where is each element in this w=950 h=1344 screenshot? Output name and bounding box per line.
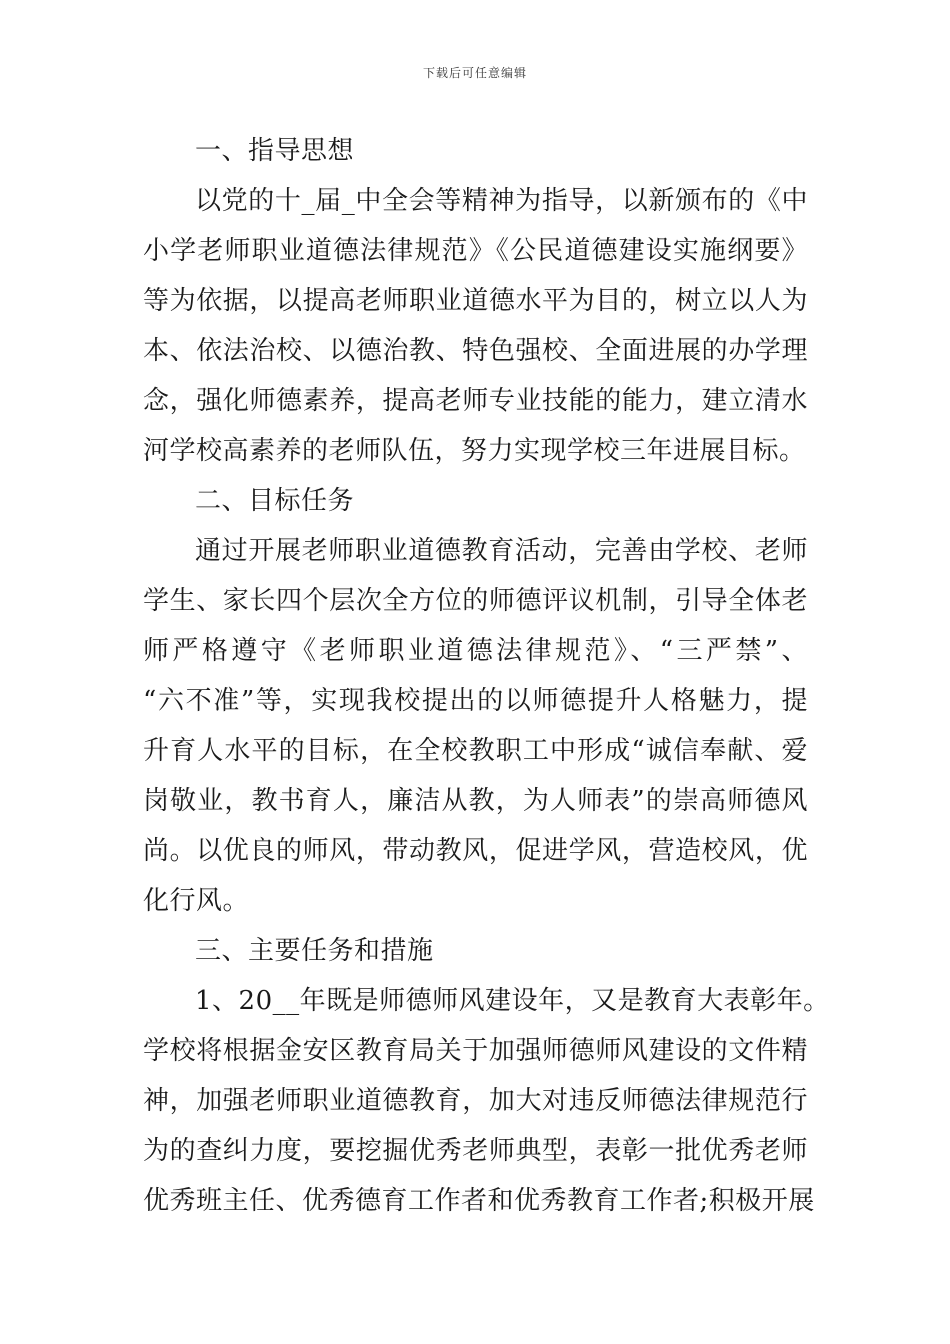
section-heading: 三、主要任务和措施 xyxy=(195,936,434,966)
paragraph-line: 为的查纠力度，要挖掘优秀老师典型，表彰一批优秀老师 xyxy=(143,1136,808,1166)
paragraph-line: 学校将根据金安区教育局关于加强师德师风建设的文件精 xyxy=(143,1036,808,1066)
paragraph xyxy=(143,526,808,926)
paragraph-line: 1、20__年既是师德师风建设年，又是教育大表彰年。 xyxy=(195,986,830,1016)
paragraph-line: 通过开展老师职业道德教育活动，完善由学校、老师 xyxy=(195,536,808,566)
paragraph-line: 升育人水平的目标，在全校教职工中形成“诚信奉献、爱 xyxy=(143,736,808,766)
section-main-tasks-measures xyxy=(143,926,830,1226)
paragraph-line: 神，加强老师职业道德教育，加大对违反师德法律规范行 xyxy=(143,1086,808,1116)
paragraph-line: 本、依法治校、以德治教、特色强校、全面进展的办学理 xyxy=(143,336,808,366)
section-heading: 一、指导思想 xyxy=(195,136,355,166)
paragraph-line: 尚。以优良的师风，带动教风，促进学风，营造校风，优 xyxy=(143,836,808,866)
section-heading: 二、目标任务 xyxy=(195,486,355,516)
page-header: 下载后可任意编辑 xyxy=(422,66,527,80)
section-guiding-thought xyxy=(143,126,808,476)
paragraph-line: 念，强化师德素养，提高老师专业技能的能力，建立清水 xyxy=(143,386,808,416)
paragraph-line: 等为依据，以提高老师职业道德水平为目的，树立以人为 xyxy=(143,286,808,316)
paragraph-line: 小学老师职业道德法律规范》《公民道德建设实施纲要》 xyxy=(143,236,808,266)
paragraph-line: 以党的十_届_中全会等精神为指导，以新颁布的《中 xyxy=(195,186,808,216)
paragraph-line: 化行风。 xyxy=(143,886,250,916)
paragraph xyxy=(143,976,830,1226)
document-body xyxy=(143,126,830,1226)
paragraph-line: 学生、家长四个层次全方位的师德评议机制，引导全体老 xyxy=(143,586,808,616)
section-goals-tasks xyxy=(143,476,808,926)
paragraph-line: 河学校高素养的老师队伍，努力实现学校三年进展目标。 xyxy=(143,436,806,466)
paragraph-line: “六不准”等，实现我校提出的以师德提升人格魅力，提 xyxy=(143,686,808,716)
paragraph-line: 师严格遵守《老师职业道德法律规范》、“三严禁”、 xyxy=(143,636,808,666)
paragraph xyxy=(143,176,808,476)
paragraph-line: 优秀班主任、优秀德育工作者和优秀教育工作者;积极开展 xyxy=(143,1186,815,1216)
paragraph-line: 岗敬业，教书育人，廉洁从教，为人师表”的崇高师德风 xyxy=(143,786,808,816)
